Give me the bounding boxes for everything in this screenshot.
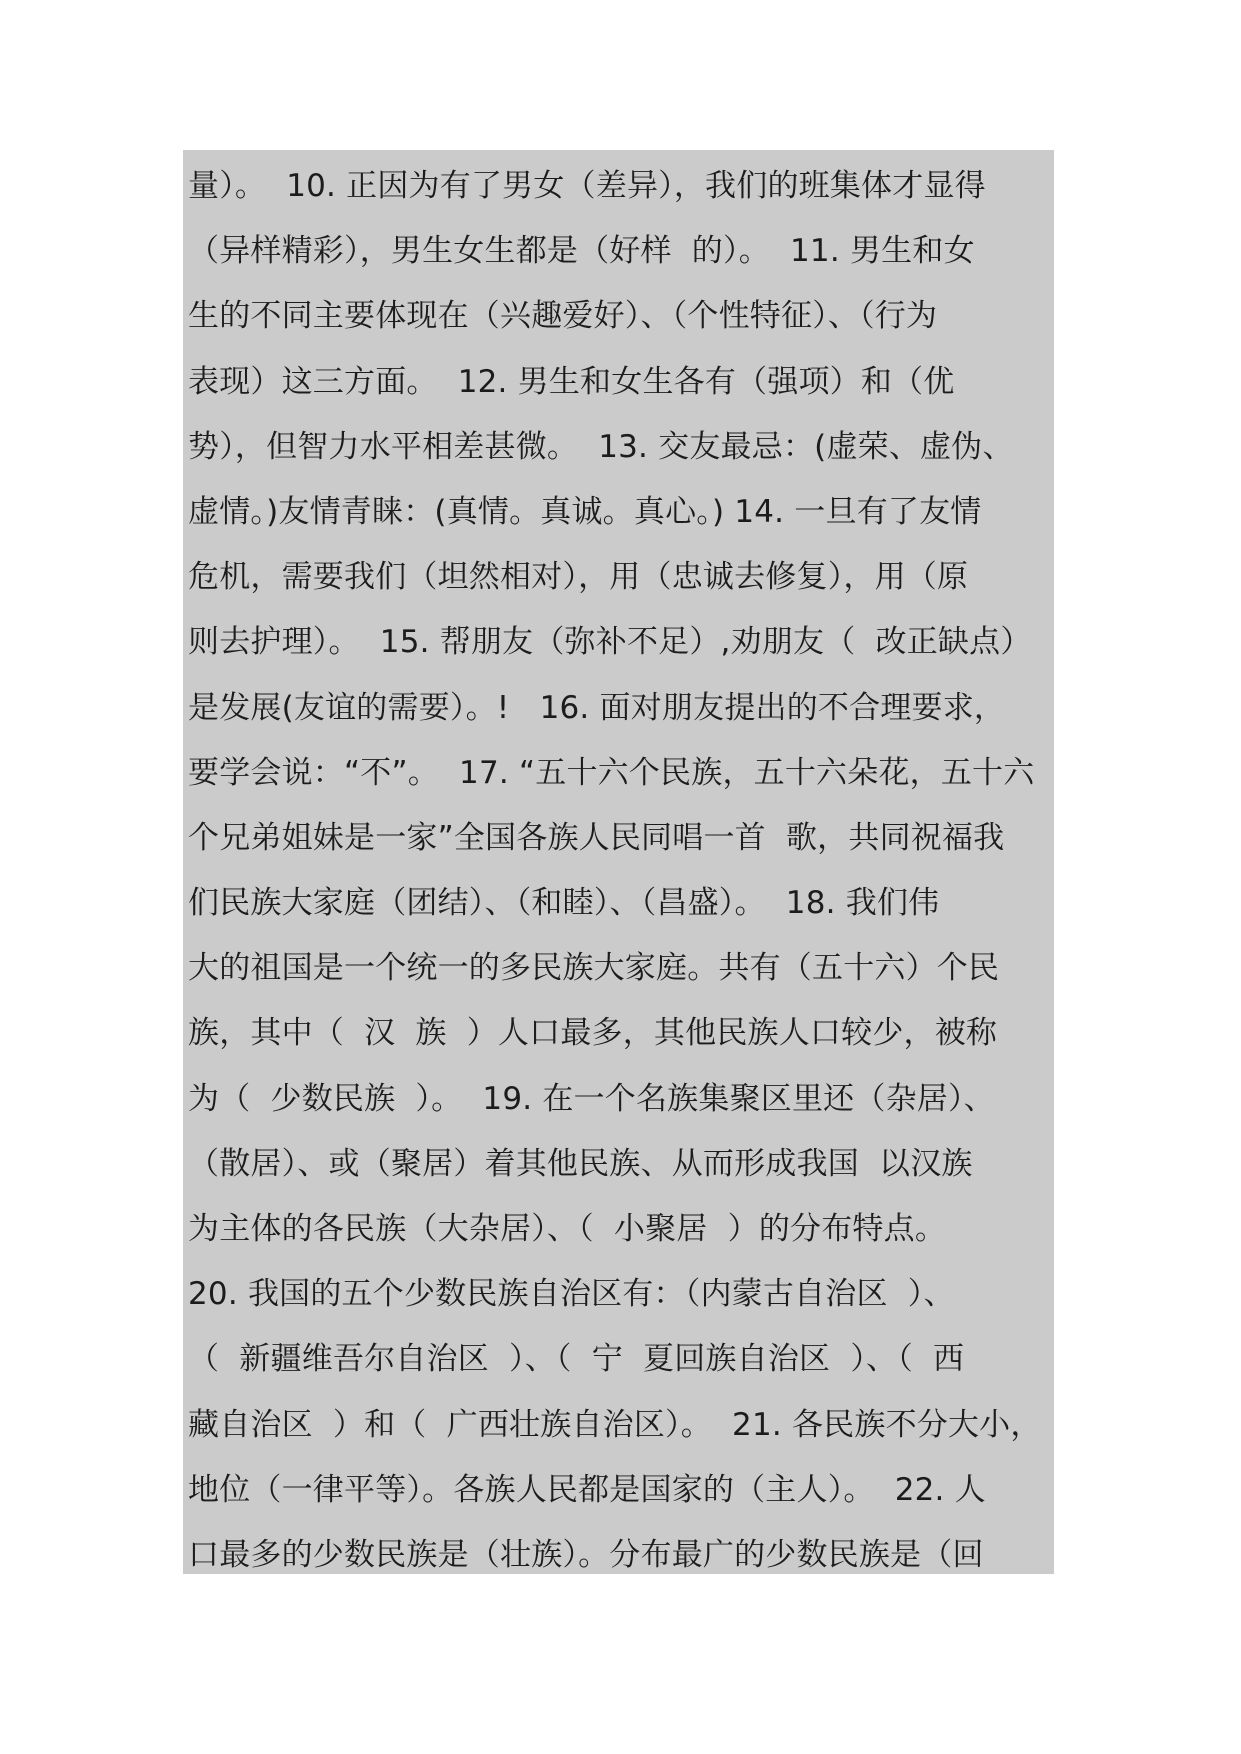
text-line: 表现）这三方面。 12. 男生和女生各有（强项）和（优 (188, 363, 955, 400)
text-line: 危机，需要我们（坦然相对），用（忠诚去修复），用（原 (188, 559, 969, 596)
text-line: 20. 我国的五个少数民族自治区有：（内蒙古自治区 ）、 (188, 1276, 955, 1313)
document-body-text (188, 154, 1088, 1588)
text-line: 则去护理）。 15. 帮朋友（弥补不足）,劝朋友（ 改正缺点） (188, 624, 1032, 661)
text-line: 虚情。)友情青睐：(真情。真诚。真心。) 14. 一旦有了友情 (188, 493, 982, 530)
text-line: （异样精彩），男生女生都是（好样 的）。 11. 男生和女 (188, 233, 975, 270)
text-line: 们民族大家庭（团结）、（和睦）、（昌盛）。 18. 我们伟 (188, 885, 940, 922)
text-line: 口最多的少数民族是（壮族）。分布最广的少数民族是（回 (188, 1536, 984, 1573)
text-line: （散居）、或（聚居）着其他民族、从而形成我国 以汉族 (188, 1145, 973, 1182)
text-line: 为（ 少数民族 ）。 19. 在一个名族集聚区里还（杂居）、 (188, 1080, 995, 1117)
text-line: 量）。 10. 正因为有了男女（差异），我们的班集体才显得 (188, 168, 986, 204)
text-line: 个兄弟姐妹是一家”全国各族人民同唱一首 歌，共同祝福我 (188, 819, 1005, 856)
text-line: 藏自治区 ）和（ 广西壮族自治区）。 21. 各民族不分大小， (188, 1406, 1042, 1443)
text-line: 势），但智力水平相差甚微。 13. 交友最忌：(虚荣、虚伪、 (188, 428, 1014, 465)
text-line: 地位（一律平等）。各族人民都是国家的（主人）。 22. 人 (188, 1471, 986, 1508)
text-line: 大的祖国是一个统一的多民族大家庭。共有（五十六）个民 (188, 950, 1000, 987)
text-line: 生的不同主要体现在（兴趣爱好）、（个性特征）、（行为 (188, 298, 938, 335)
text-line: 要学会说：“不”。 17. “五十六个民族，五十六朵花，五十六 (188, 754, 1035, 791)
text-line: （ 新疆维吾尔自治区 ）、（ 宁 夏回族自治区 ）、（ 西 (188, 1341, 965, 1378)
text-line: 为主体的各民族（大杂居）、（ 小聚居 ）的分布特点。 (188, 1211, 947, 1247)
text-line: 是发展(友谊的需要）。! 16. 面对朋友提出的不合理要求， (188, 689, 1006, 726)
text-line: 族，其中（ 汉 族 ）人口最多，其他民族人口较少，被称 (188, 1015, 998, 1052)
